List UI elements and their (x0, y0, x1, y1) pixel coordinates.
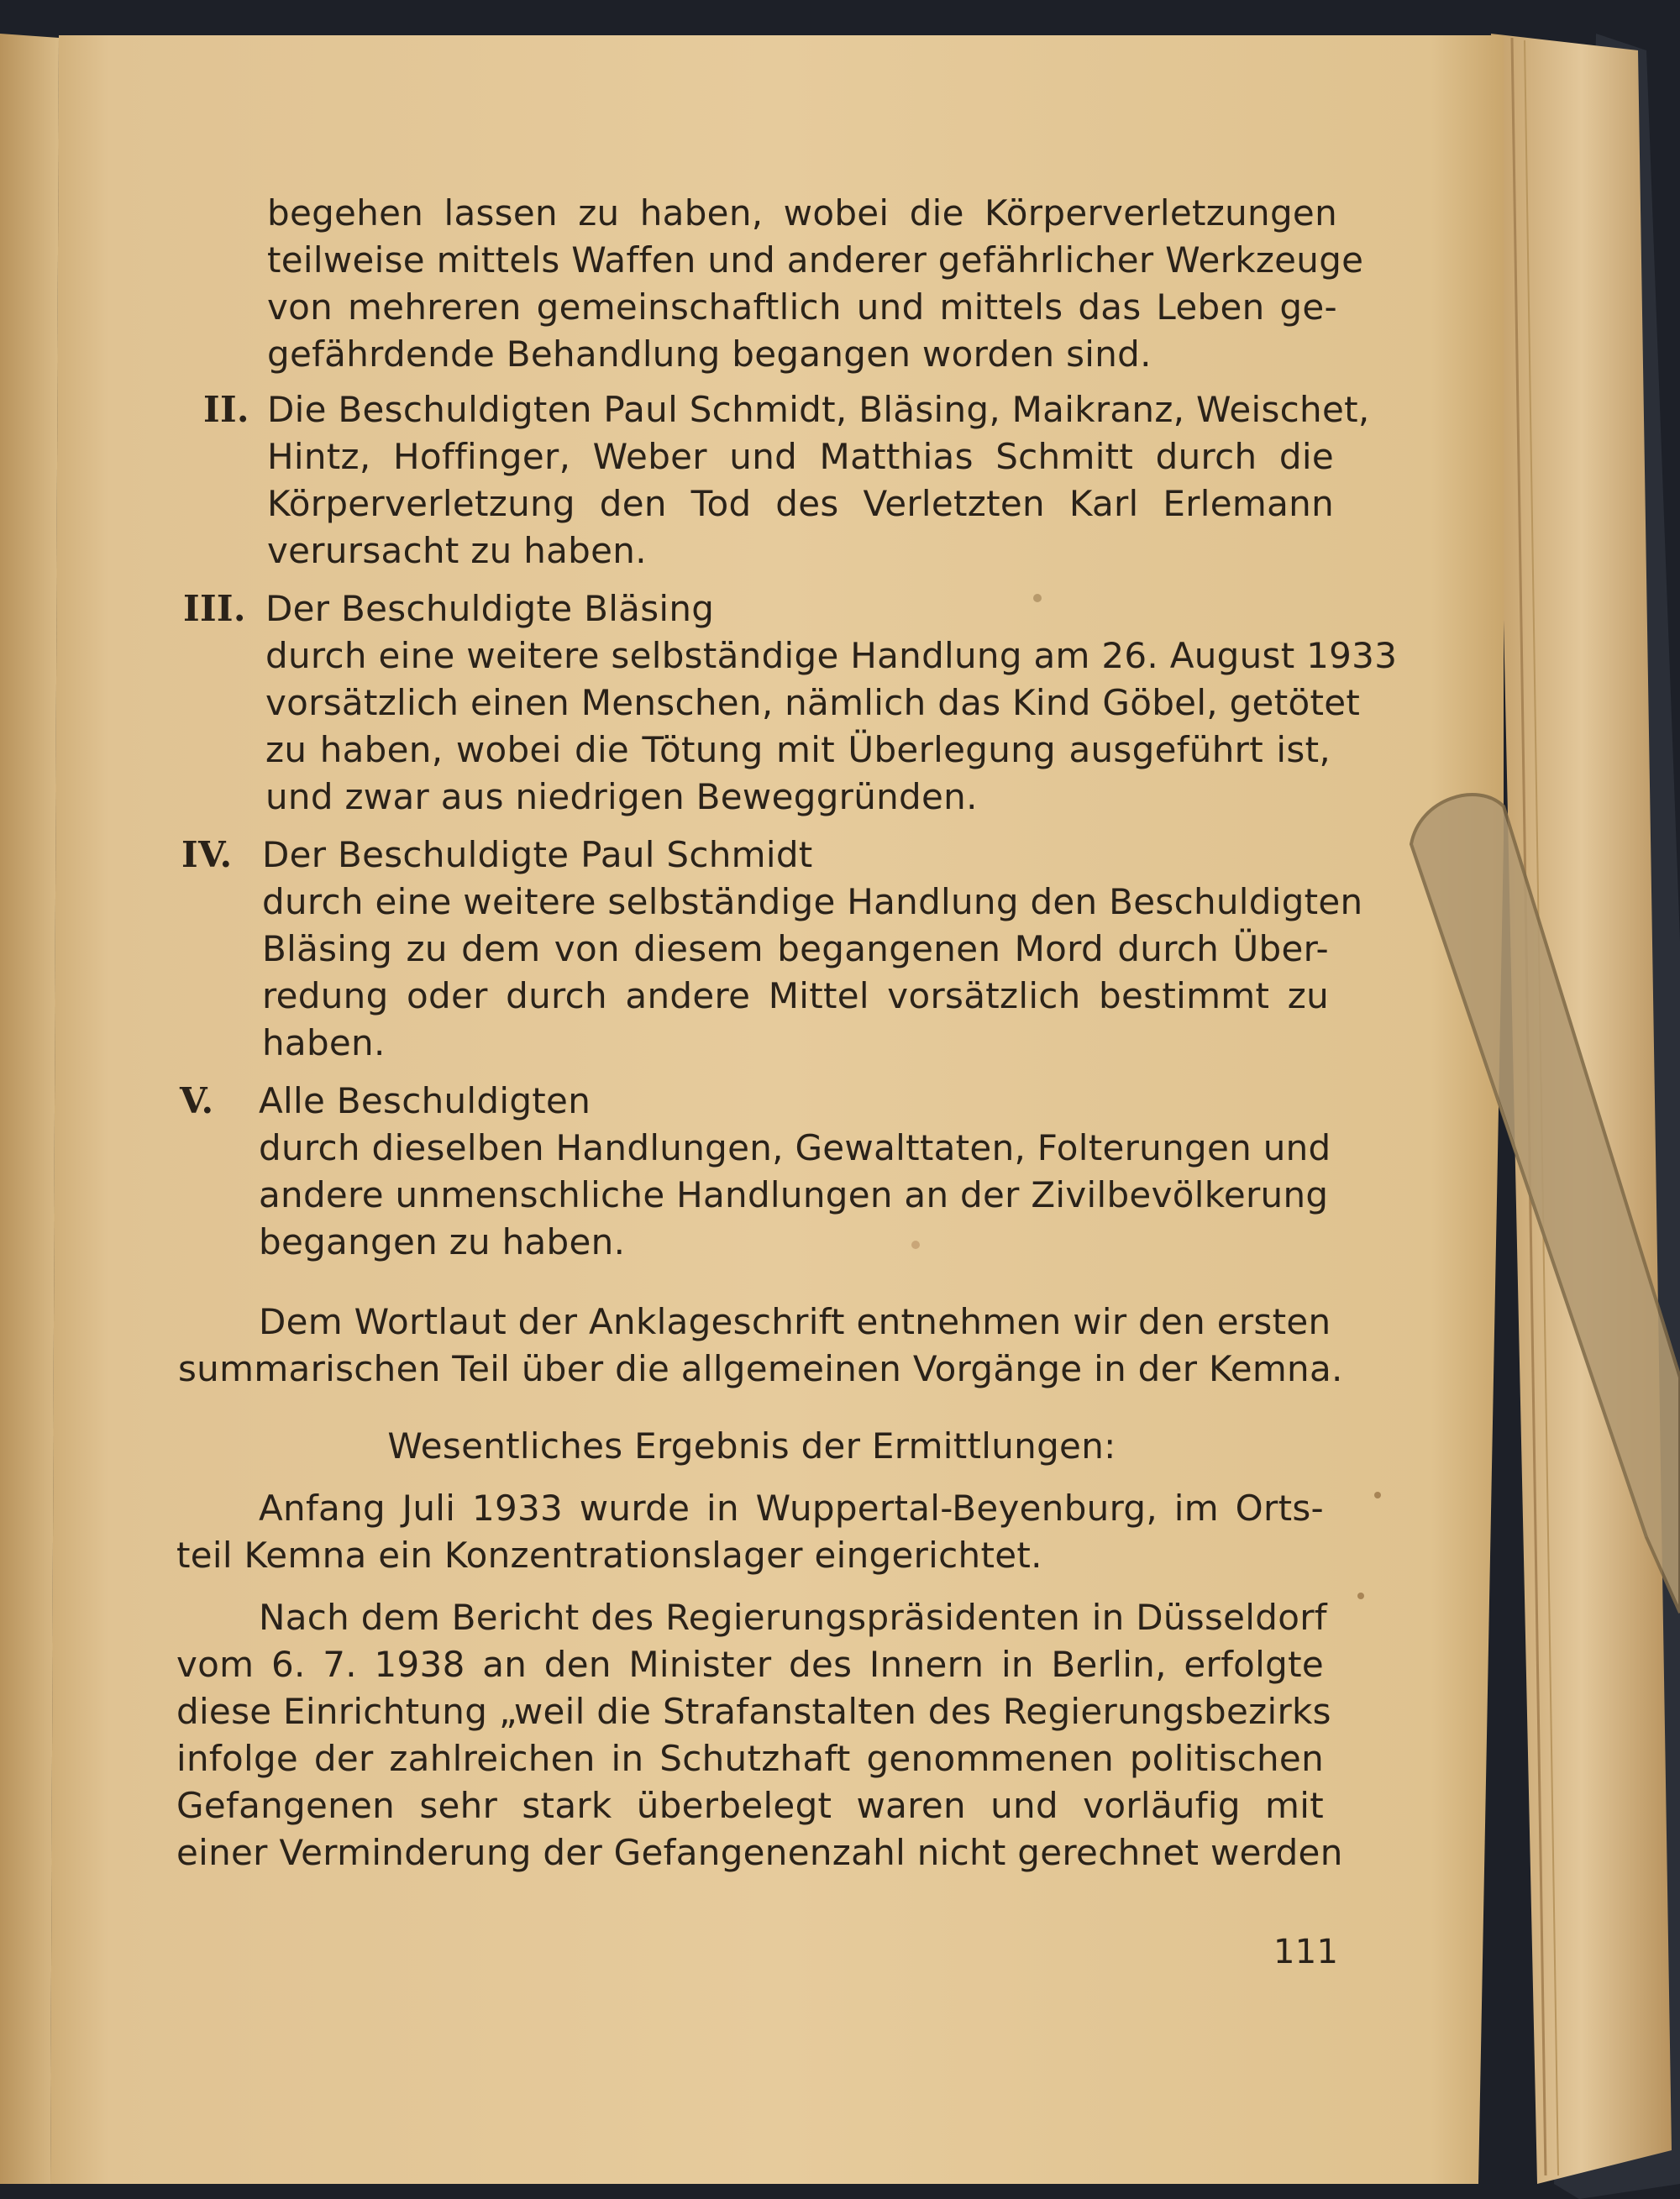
text-line: Der Beschuldigte Paul Schmidt (262, 834, 813, 875)
text-line: summarischen Teil über die allgemeinen Vorgänge in der Kemna. (178, 1348, 1343, 1389)
charge-item (265, 585, 1398, 821)
text-line: gefährdende Behandlung begangen worden sind. (267, 333, 1152, 375)
text-line: infolge der zahlreichen in Schutzhaft genommenen politischen (176, 1738, 1324, 1779)
intro-paragraph (267, 190, 1364, 378)
text-line: durch dieselben Handlungen, Gewalttaten, Folterungen und (259, 1127, 1331, 1168)
text-line: Der Beschuldigte Bläsing (265, 588, 715, 629)
text-line: Bläsing zu dem von diesem begangenen Mord durch Über- (262, 928, 1329, 969)
text-line: einer Verminderung der Gefangenenzahl nicht gerechnet werden (176, 1832, 1343, 1873)
charge-numeral: II. (203, 389, 249, 430)
body-paragraph (178, 1299, 1343, 1393)
text-line: durch eine weitere selbständige Handlung den Beschuldigten (262, 881, 1363, 922)
charge-item (267, 386, 1370, 575)
text-line: haben. (262, 1022, 386, 1063)
text-line: vom 6. 7. 1938 an den Minister des Innern in Berlin, erfolgte (176, 1644, 1324, 1685)
text-line: Hintz, Hoffinger, Weber und Matthias Schmitt durch die (267, 436, 1334, 477)
text-line: Alle Beschuldigten (259, 1080, 591, 1121)
charge-item (262, 832, 1363, 1067)
text-line: Anfang Juli 1933 wurde in Wuppertal-Beyenburg, im Orts- (259, 1488, 1324, 1529)
text-line: Dem Wortlaut der Anklageschrift entnehmen wir den ersten (259, 1301, 1331, 1342)
text-line: andere unmenschliche Handlungen an der Zivilbevölkerung (259, 1174, 1329, 1215)
text-line: von mehreren gemeinschaftlich und mittels das Leben ge- (267, 286, 1337, 328)
text-line: teilweise mittels Waffen und anderer gefährlicher Werkzeuge (267, 239, 1364, 281)
text-line: begehen lassen zu haben, wobei die Körperverletzungen (267, 192, 1337, 234)
charge-numeral: V. (180, 1080, 214, 1121)
text-line: teil Kemna ein Konzentrationslager eingerichtet. (176, 1535, 1042, 1576)
text-line: zu haben, wobei die Tötung mit Überlegung ausgeführt ist, (265, 729, 1331, 770)
charge-numeral: IV. (181, 834, 233, 875)
text-line: verursacht zu haben. (267, 530, 647, 571)
charge-numeral: III. (183, 588, 246, 629)
text-line: redung oder durch andere Mittel vorsätzlich bestimmt zu (262, 975, 1329, 1016)
text-line: und zwar aus niedrigen Beweggründen. (265, 776, 978, 817)
body-paragraph (176, 1485, 1324, 1579)
charge-item (259, 1078, 1331, 1266)
text-line: Körperverletzung den Tod des Verletzten Karl Erlemann (267, 483, 1334, 524)
page-number: 111 (1273, 1933, 1339, 1971)
text-line: Gefangenen sehr stark überbelegt waren und vorläufig mit (176, 1785, 1324, 1826)
text-line: Nach dem Bericht des Regierungspräsidenten in Düsseldorf (259, 1597, 1327, 1638)
text-line: vorsätzlich einen Menschen, nämlich das Kind Göbel, getötet (265, 682, 1361, 723)
text-line: durch eine weitere selbständige Handlung am 26. August 1933 (265, 635, 1398, 676)
text-line: begangen zu haben. (259, 1221, 626, 1262)
body-paragraph (176, 1594, 1343, 1876)
text-line: diese Einrichtung „weil die Strafanstalten des Regierungsbezirks (176, 1691, 1331, 1732)
section-heading: Wesentliches Ergebnis der Ermittlungen: (387, 1425, 1116, 1467)
text-line: Die Beschuldigten Paul Schmidt, Bläsing, Maikranz, Weischet, (267, 389, 1370, 430)
